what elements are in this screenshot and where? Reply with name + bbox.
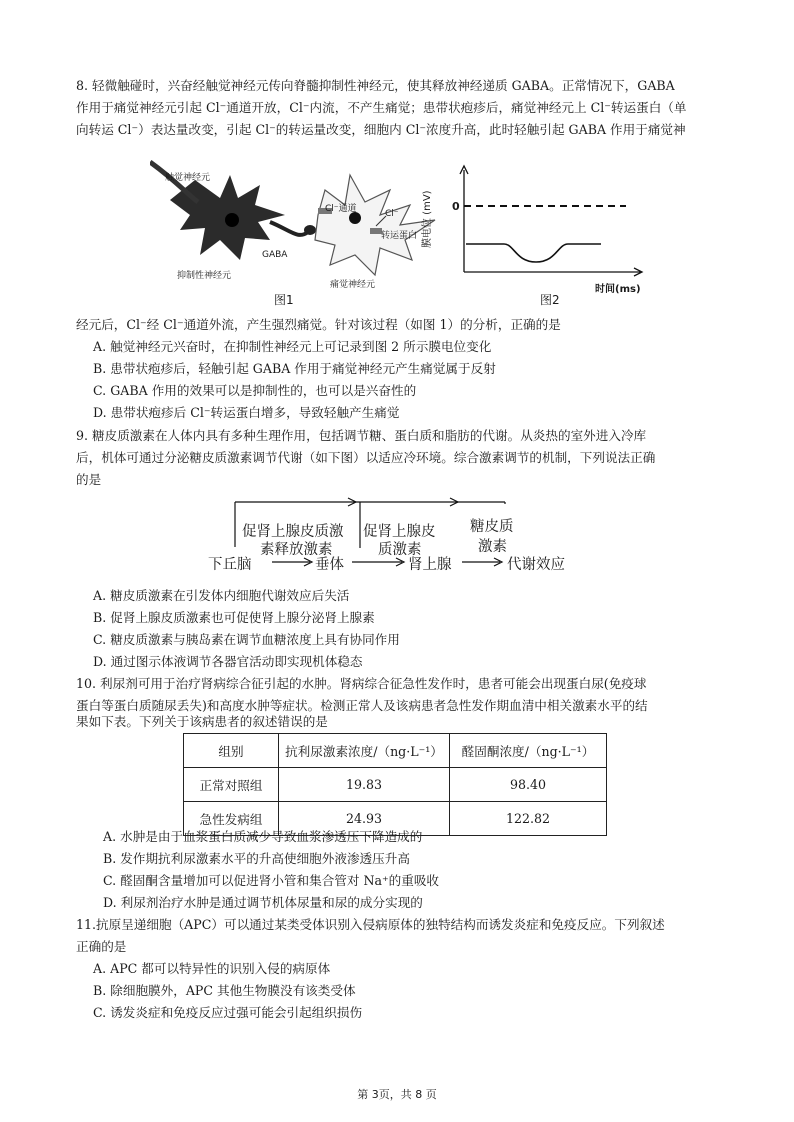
- crh-label-2: 素释放激素: [260, 542, 333, 558]
- q8-option-d: D. 患带状疱疹后 Cl⁻转运蛋白增多，导致轻触产生痛觉: [93, 405, 400, 420]
- q10-line-2: 蛋白等蛋白质随尿丢失)和高度水肿等症状。检测正常人及该病患者急性发作期血清中相关激素水平的结: [76, 698, 648, 713]
- table-cell: 122.82: [450, 802, 607, 836]
- q8-option-b: B. 患带状疱疹后，轻触引起 GABA 作用于痛觉神经元产生痛觉属于反射: [93, 361, 496, 376]
- crh-label-1: 促肾上腺皮质激: [242, 524, 344, 540]
- inhibitory-nucleus: [225, 213, 239, 227]
- inhibitory-axon: [270, 222, 308, 235]
- table-cell: 急性发病组: [184, 802, 279, 836]
- label-gaba: GABA: [262, 250, 288, 260]
- gc-label-2: 激素: [478, 539, 507, 555]
- q9-option-c: C. 糖皮质激素与胰岛素在调节血糖浓度上具有协同作用: [93, 632, 400, 647]
- figure-2-graph: [436, 160, 651, 290]
- q9-option-a: A. 糖皮质激素在引发体内细胞代谢效应后失活: [93, 588, 350, 603]
- graph-y-label: 膜电位 (mV): [422, 190, 433, 248]
- table-cell: 19.83: [279, 768, 450, 802]
- q8-line-3: 向转运 Cl⁻）表达量改变，引起 Cl⁻的转运量改变，细胞内 Cl⁻浓度升高，此时轻触引起 GABA 作用于痛觉神: [76, 122, 686, 137]
- membrane-potential-trace: [466, 244, 601, 262]
- q10-option-b: B. 发作期抗利尿激素水平的升高使细胞外液渗透压升高: [103, 851, 410, 866]
- node-hypothalamus: 下丘脑: [208, 557, 252, 573]
- node-adrenal: 肾上腺: [408, 557, 452, 573]
- table-cell: 98.40: [450, 768, 607, 802]
- table-header: 组别: [184, 734, 279, 768]
- q11-option-c: C. 诱发炎症和免疫反应过强可能会引起组织损伤: [93, 1005, 363, 1020]
- q8-line-1: 8. 轻微触碰时，兴奋经触觉神经元传向脊髓抑制性神经元，使其释放神经递质 GABA。正常情况下，GABA: [76, 78, 675, 93]
- figure-1-caption: 图1: [274, 293, 294, 307]
- graph-x-label: 时间(ms): [595, 284, 641, 295]
- acth-label-2: 质激素: [378, 542, 422, 558]
- q9-option-b: B. 促肾上腺皮质激素也可促使肾上腺分泌肾上腺素: [93, 610, 375, 625]
- table-header: 醛固酮浓度/（ng·L⁻¹）: [450, 734, 607, 768]
- table-header: 抗利尿激素浓度/（ng·L⁻¹）: [279, 734, 450, 768]
- q9-line-1: 9. 糖皮质激素在人体内具有多种生理作用，包括调节糖、蛋白质和脂肪的代谢。从炎热的室外进入冷库: [76, 428, 647, 443]
- pain-neuron-body: [315, 175, 435, 275]
- table-header-row: [184, 734, 607, 768]
- gc-label-1: 糖皮质: [470, 519, 514, 535]
- node-pituitary: 垂体: [315, 557, 344, 573]
- hormone-table: [183, 733, 607, 836]
- q8-line-2: 作用于痛觉神经元引起 Cl⁻通道开放，Cl⁻内流，不产生痛觉；患带状疱疹后，痛觉神经元上 Cl⁻转运蛋白（单: [76, 100, 687, 115]
- figure-2-caption: 图2: [540, 293, 560, 307]
- q11-option-a: A. APC 都可以特异性的识别入侵的病原体: [93, 961, 331, 976]
- label-cl-channel: Cl⁻通道: [325, 204, 357, 214]
- q10-line-1: 10. 利尿剂可用于治疗肾病综合征引起的水肿。肾病综合征急性发作时，患者可能会出现蛋白尿(免疫球: [76, 676, 647, 691]
- acth-label-1: 促肾上腺皮: [363, 524, 436, 540]
- q10-option-c: C. 醛固酮含量增加可以促进肾小管和集合管对 Na⁺的重吸收: [103, 873, 440, 888]
- q8-line-4: 经元后，Cl⁻经 Cl⁻通道外流，产生强烈痛觉。针对该过程（如图 1）的分析，正确的是: [76, 317, 561, 332]
- q8-option-a: A. 触觉神经元兴奋时，在抑制性神经元上可记录到图 2 所示膜电位变化: [93, 339, 492, 354]
- synapse-terminal: [304, 225, 316, 235]
- label-touch-neuron: 触觉神经元: [165, 173, 211, 183]
- table-row: [184, 768, 607, 802]
- q11-line-2: 正确的是: [76, 939, 127, 954]
- node-metabolic-effect: 代谢效应: [507, 557, 565, 573]
- table-cell: 正常对照组: [184, 768, 279, 802]
- q10-option-a: A. 水肿是由于血浆蛋白质减少导致血浆渗透压下降造成的: [103, 829, 423, 844]
- label-cl-ion: Cl⁻: [385, 209, 399, 219]
- q9-option-d: D. 通过图示体液调节各器官活动即实现机体稳态: [93, 654, 363, 669]
- q11-line-1: 11.抗原呈递细胞（APC）可以通过某类受体识别入侵病原体的独特结构而诱发炎症和免疫反应。下列叙述: [76, 917, 665, 932]
- label-inhibitory-neuron: 抑制性神经元: [177, 271, 232, 281]
- q8-option-c: C. GABA 作用的效果可以是抑制性的，也可以是兴奋性的: [93, 383, 417, 398]
- q9-line-2: 后，机体可通过分泌糖皮质激素调节代谢（如下图）以适应冷环境。综合激素调节的机制，下列说法正确: [76, 450, 656, 465]
- page-footer: 第 3页，共 8 页: [357, 1088, 437, 1101]
- graph-zero-label: 0: [452, 200, 460, 213]
- q10-option-d: D. 利尿剂治疗水肿是通过调节机体尿量和尿的成分实现的: [103, 895, 423, 910]
- table-cell: 24.93: [279, 802, 450, 836]
- label-transporter: 转运蛋白: [381, 231, 418, 241]
- q10-line-3: 果如下表。下列关于该病患者的叙述错误的是: [76, 714, 328, 729]
- q9-line-3: 的是: [76, 472, 102, 487]
- label-pain-neuron: 痛觉神经元: [330, 280, 376, 290]
- q11-option-b: B. 除细胞膜外，APC 其他生物膜没有该类受体: [93, 983, 356, 998]
